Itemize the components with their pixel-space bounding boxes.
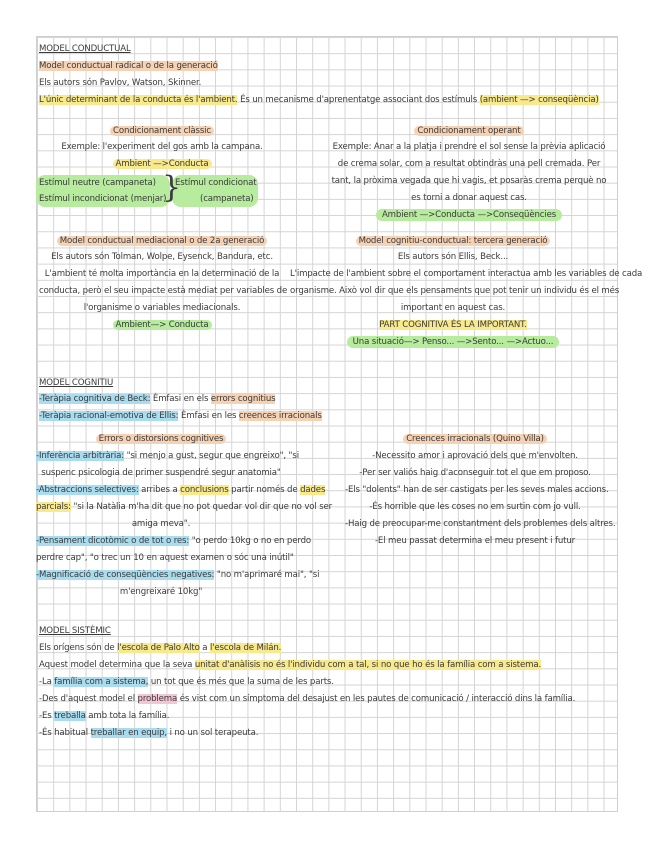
teamwork-line: -És habitual treballar en equip, i no un sol terapeuta. (39, 728, 259, 738)
mediational-formula: Ambient—> Conducta (113, 320, 212, 330)
belief-item: -Necessito amor i aprovació dels que m'envolten. (372, 451, 578, 461)
cogcond-line-2: L'impacte de l'ambient sobre el comportament interactua amb les variables de cada (290, 269, 643, 279)
error-1-line-1: -Inferència arbitrària: "si menjo a gust, segur que engreixo", "si (36, 451, 299, 461)
mediational-line-4: l'organisme o variables mediacionals. (83, 303, 241, 313)
mediational-line-3: conducta, però el seu impacte està mediat per variables de (39, 286, 288, 296)
heading-beliefs: Creences irracionals (Quino Villa) (403, 434, 547, 444)
section-title-cognitiu: MODEL COGNITIU (39, 378, 114, 388)
error-4-line-1: -Magnificació de conseqüències negatives: "no m'aprimaré mai", "si (36, 570, 320, 580)
stimulus-unconditioned: Estímul incondicionat (menjar) (39, 194, 167, 204)
stimulus-neutral: Estímul neutre (campaneta) (39, 178, 156, 188)
curly-brace-icon: } (162, 170, 181, 205)
error-2-line-2: parcials: "si la Natàlia m'ha dit que no pot quedar vol dir que no vol ser (36, 502, 333, 512)
authors-radical: Els autors són Pavlov, Watson, Skinner. (39, 78, 202, 88)
belief-item: -Els "dolents" han de ser castigats per les seves males accions. (345, 485, 609, 495)
belief-item: -El meu passat determina el meu present i futur (374, 536, 576, 546)
operant-formula: Ambient —>Conducta —>Conseqüències (376, 209, 562, 221)
operant-line-2: de crema solar, com a resultat obtindràs una pell cremada. Per (337, 159, 601, 169)
operant-line-3: tant, la pròxima vegada que hi vagis, et posaràs crema perquè no (331, 176, 607, 186)
section-title-conductual: MODEL CONDUCTUAL (39, 44, 131, 54)
cogcond-emphasis: PART COGNITIVA ÉS LA IMPORTANT. (379, 320, 527, 330)
error-3-line-1: -Pensament dicotòmic o de tot o res: "o perdo 10kg o no en perdo (36, 536, 311, 546)
ellis-line: -Teràpia racional-emotiva de Ellis: Èmfasi en les creences irracionals (39, 411, 322, 421)
classic-example: Exemple: l'experiment del gos amb la campana. (61, 142, 263, 152)
cogcond-line-3: organisme. Això vol dir que els pensaments que pot tenir un individu és el més (290, 286, 620, 296)
belief-item: -Per ser valiós haig d'aconseguir tot el que em proposo. (359, 468, 591, 478)
heading-cognitive-conductual: Model cognitiu-conductual: tercera generació (356, 236, 551, 246)
error-2-line-3: amiga meva". (131, 519, 191, 529)
origins-line: Els orígens són de l'escola de Palo Alto a l'escola de Milán. (39, 643, 282, 653)
operant-line-4: es torni a donar aquest cas. (411, 193, 527, 203)
classic-formula: Ambient —>Conducta (113, 159, 212, 169)
heading-classic: Condicionament clàssic (110, 126, 214, 136)
subtitle-radical: Model conductual radical o de la generació (39, 61, 218, 71)
error-3-line-2: perdre cap", "o trec un 10 en aquest examen o sóc una inútil" (36, 553, 294, 563)
family-system-line: -La família com a sistema, un tot que és més que la suma de les parts. (39, 677, 334, 687)
beck-line: -Teràpia cognitiva de Beck: Èmfasi en els errors cognitius (39, 394, 276, 404)
heading-errors: Errors o distorsions cognitives (96, 434, 227, 444)
work-family-line: -Es treballa amb tota la família. (39, 711, 170, 721)
cogcond-formula: Una situació—> Penso... —>Sento... —>Actuo... (347, 336, 560, 348)
error-2-line-1: -Abstraccions selectives: arribes a conclusions partir només de dades (36, 485, 326, 495)
operant-line-1: Exemple: Anar a la platja i prendre el sol sense la prèvia aplicació (332, 142, 606, 152)
mediational-line-2: L'ambient té molta importància en la determinació de la (44, 269, 280, 279)
stimulus-conditioned-bell: (campaneta) (200, 194, 254, 204)
cogcond-line-4: important en aquest cas. (400, 303, 506, 313)
problem-line: -Des d'aquest model el problema és vist com un símptoma del desajust en les pautes de comunicació / interacció dins la família. (39, 694, 576, 704)
belief-item: -És horrible que les coses no em surtin com jo vull. (369, 502, 581, 512)
unit-analysis-line: Aquest model determina que la seva unitat d'anàlisis no és l'individu com a tal, si no que ho és la família com a sistema. (39, 660, 542, 670)
cogcond-line-1: Els autors són Ellis, Beck... (397, 252, 509, 262)
belief-item: -Haig de preocupar-me constantment dels problemes dels altres. (345, 519, 616, 529)
section-title-sistemic: MODEL SISTÈMIC (39, 626, 111, 636)
heading-mediational: Model conductual mediacional o de 2a generació (57, 236, 267, 246)
stimulus-conditioned: Estímul condicionat (175, 178, 257, 188)
mediational-line-1: Els autors són Tolman, Wolpe, Eysenck, Bandura, etc. (51, 252, 273, 262)
heading-operant: Condicionament operant (414, 126, 523, 136)
determinant-line: L'únic determinant de la conducta és l'ambient. És un mecanisme d'aprenentatge associant dos estímuls (ambient —> conseqüència) (39, 95, 599, 105)
error-4-line-2: m'engreixaré 10kg" (119, 587, 203, 597)
error-1-line-2: suspenc psicologia de primer suspendré segur anatomia" (41, 468, 281, 478)
